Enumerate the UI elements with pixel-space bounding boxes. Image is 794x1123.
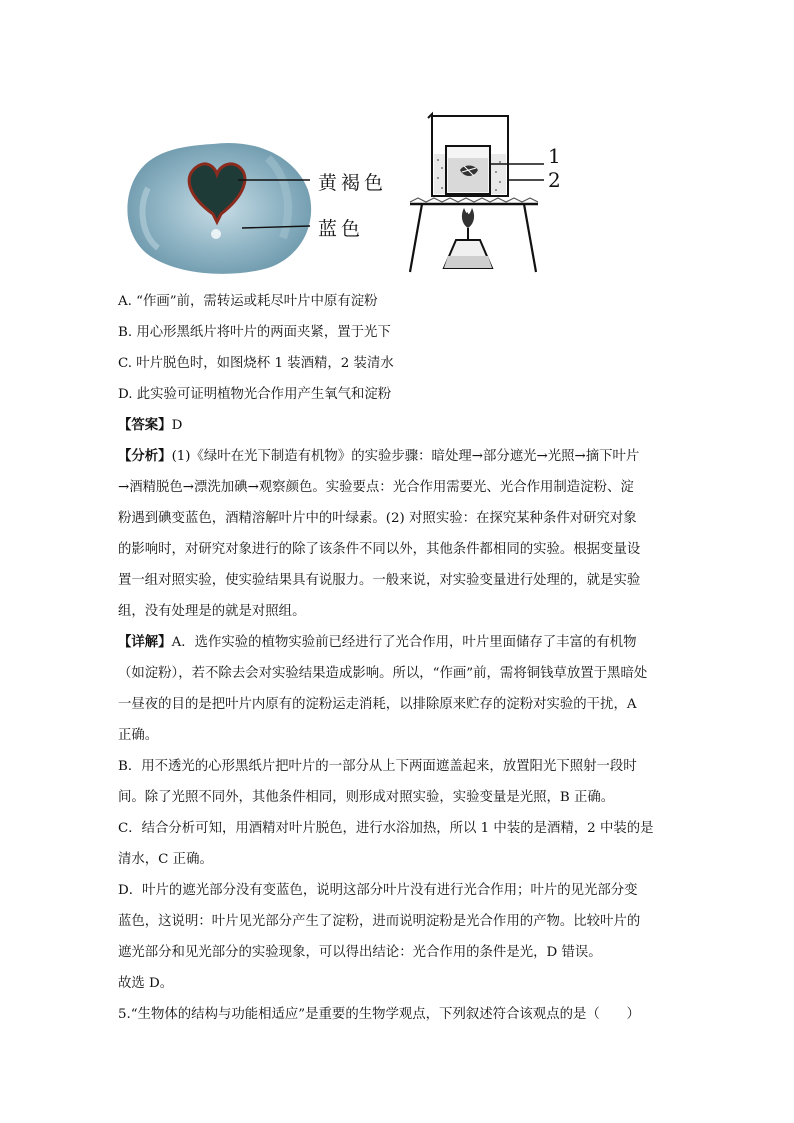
answer-line [118, 410, 678, 441]
detail-line: C．结合分析可知，用酒精对叶片脱色，进行水浴加热，所以 1 中装的是酒精，2 中装的是 [118, 821, 654, 836]
detail-line: 一昼夜的目的是把叶片内原有的淀粉运走消耗，以排除原来贮存的淀粉对实验的干扰，A [118, 697, 637, 712]
flame [462, 208, 474, 228]
tripod-leg-left [410, 204, 422, 272]
analysis-line: →酒精脱色→漂洗加碘→观察颜色。实验要点：光合作用需要光、光合作用制造淀粉、淀 [118, 480, 634, 495]
conclusion-line: 故选 D。 [118, 976, 174, 991]
wire-gauze [410, 198, 538, 202]
label-2: 2 [548, 168, 561, 192]
detail-line: （如淀粉），若不除去会对实验结果造成影响。所以，“作画”前，需将铜钱草放置于黑暗处 [118, 666, 648, 681]
detail-line: 遮光部分和见光部分的实验现象，可以得出结论：光合作用的条件是光，D 错误。 [118, 945, 602, 960]
detail-line: 间。除了光照不同外，其他条件相同，则形成对照实验，实验变量是光照，B 正确。 [118, 790, 615, 805]
analysis-line [118, 441, 678, 472]
detail-line [118, 627, 678, 658]
leaf-drawing [118, 128, 418, 278]
analysis-label: 【分析】 [118, 448, 172, 464]
option-d: D. 此实验可证明植物光合作用产生氧气和淀粉 [118, 387, 392, 402]
leaf-petiole-spot [211, 229, 221, 239]
lamp-fuel [444, 256, 492, 268]
label-1: 1 [548, 144, 561, 168]
label-yellow-brown: 黄褐色 [318, 172, 388, 194]
question-content [118, 286, 678, 1030]
option-b: B. 用心形黑纸片将叶片的两面夹紧，置于光下 [118, 325, 391, 340]
analysis-line: 组，没有处理是的就是对照组。 [118, 604, 306, 619]
label-blue: 蓝色 [318, 218, 365, 240]
leaf-diagram [118, 128, 418, 278]
option-a: A. “作画”前，需转运或耗尽叶片中原有淀粉 [118, 294, 378, 309]
detail-line: B．用不透光的心形黑纸片把叶片的一部分从上下两面遮盖起来，放置阳光下照射一段时 [118, 759, 637, 774]
analysis-line: 的影响时，对研究对象进行的除了该条件不同以外，其他条件都相同的实验。根据变量设 [118, 542, 641, 557]
analysis-line: 置一组对照实验，使实验结果具有说服力。一般来说，对实验变量进行处理的，就是实验 [118, 573, 641, 588]
answer-label: 【答案】 [118, 417, 172, 433]
water-bath-drawing [408, 108, 588, 280]
answer-value: D [171, 418, 183, 433]
water-bath-diagram [408, 108, 588, 280]
option-c: C. 叶片脱色时，如图烧杯 1 装酒精，2 装清水 [118, 356, 394, 371]
tripod-leg-right [524, 204, 536, 272]
detail-text: A．选作实验的植物实验前已经进行了光合作用，叶片里面储存了丰富的有机物 [171, 635, 637, 650]
detail-line: 蓝色，这说明：叶片见光部分产生了淀粉，进而说明淀粉是光合作用的产物。比较叶片的 [118, 914, 641, 929]
next-question: 5.“生物体的结构与功能相适应”是重要的生物学观点，下列叙述符合该观点的是（ ） [118, 1007, 640, 1022]
detail-line: 正确。 [118, 728, 159, 743]
question-figure [110, 108, 590, 280]
analysis-line: 粉遇到碘变蓝色，酒精溶解叶片中的叶绿素。(2) 对照实验：在探究某种条件对研究对象 [118, 511, 637, 526]
analysis-text: (1)《绿叶在光下制造有机物》的实验步骤：暗处理→部分遮光→光照→摘下叶片 [171, 449, 640, 464]
detail-label: 【详解】 [118, 634, 172, 650]
detail-line: D．叶片的遮光部分没有变蓝色，说明这部分叶片没有进行光合作用；叶片的见光部分变 [118, 883, 638, 898]
detail-line: 清水，C 正确。 [118, 852, 213, 867]
